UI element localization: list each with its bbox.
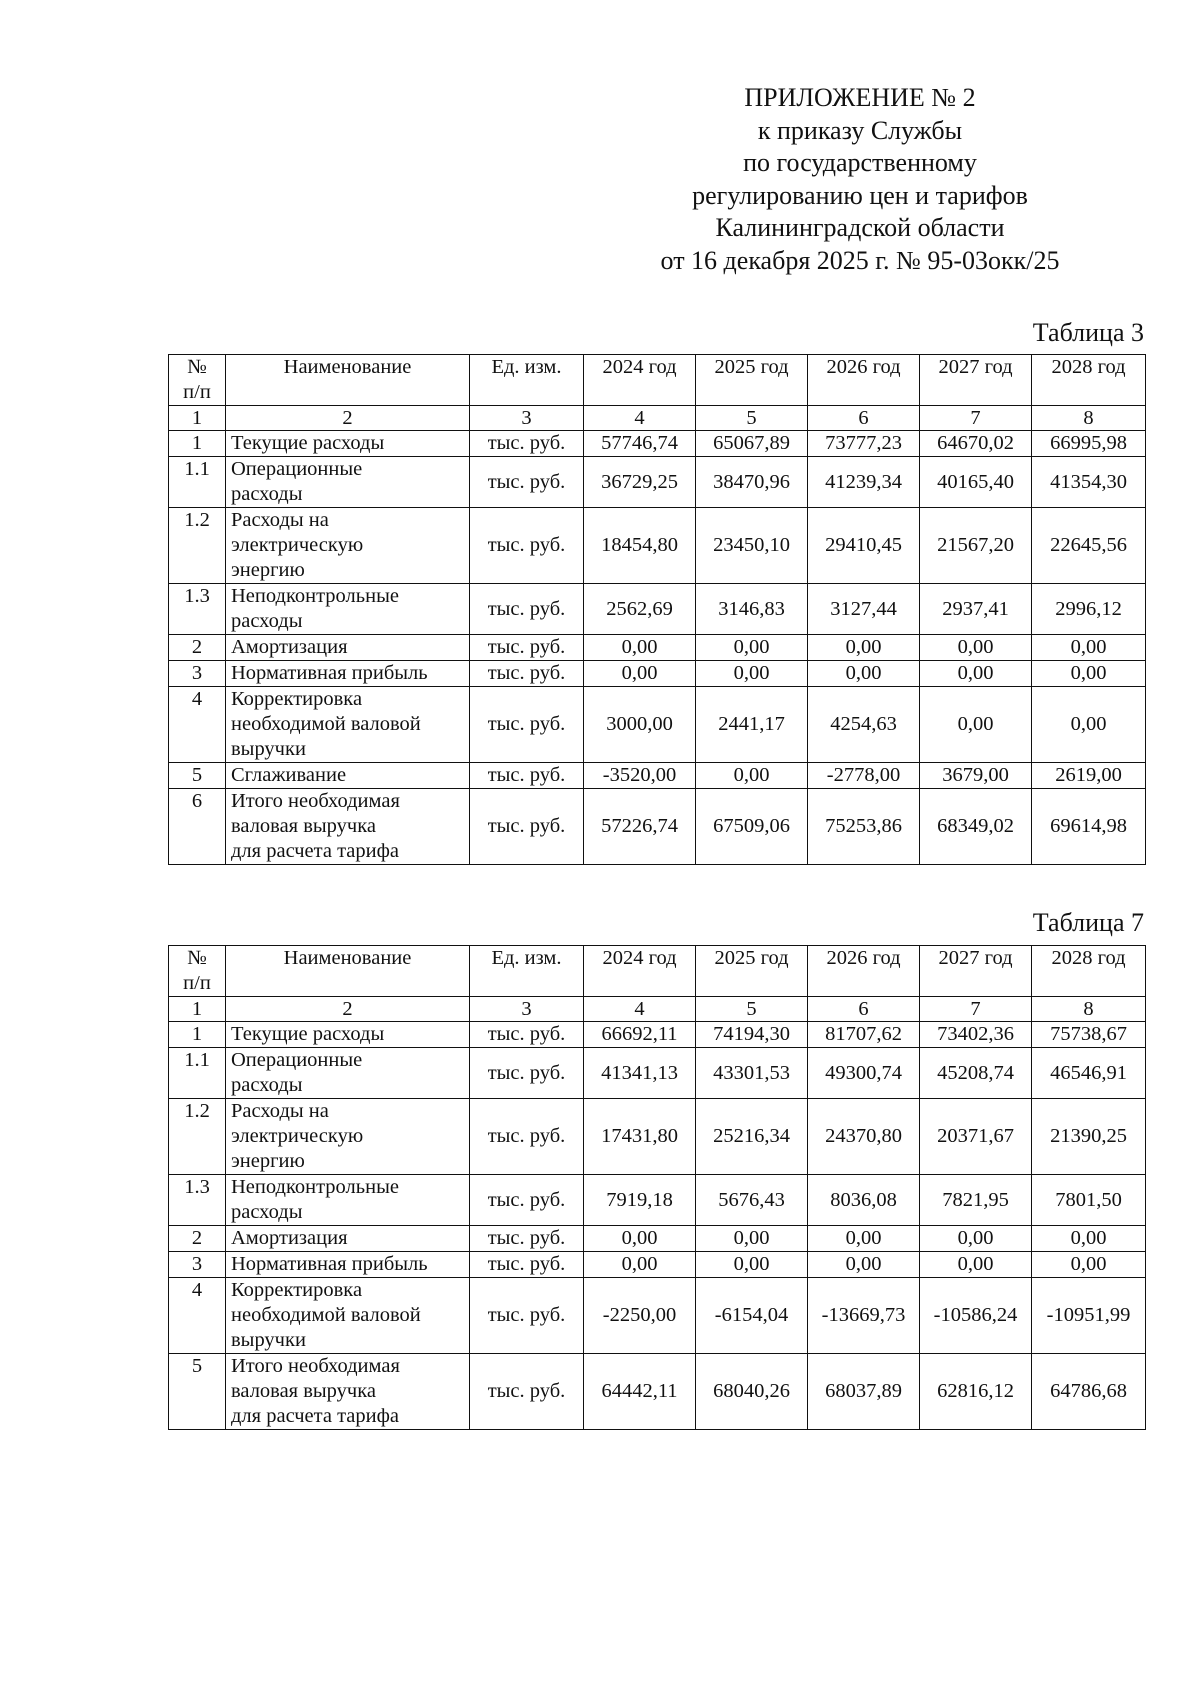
table-row xyxy=(169,763,1146,789)
row-value: 41341,13 xyxy=(584,1048,696,1099)
row-value: 2562,69 xyxy=(584,584,696,635)
row-value: 2937,41 xyxy=(920,584,1032,635)
row-unit: тыс. руб. xyxy=(470,1175,584,1226)
row-name: Корректировка необходимой валовой выручки xyxy=(226,1278,470,1354)
row-value: 0,00 xyxy=(1032,1226,1146,1252)
table-row xyxy=(169,1099,1146,1175)
row-value: 24370,80 xyxy=(808,1099,920,1175)
row-value: 38470,96 xyxy=(696,457,808,508)
column-header: Наименование xyxy=(226,355,470,406)
row-number: 4 xyxy=(169,1278,226,1354)
row-value: 2441,17 xyxy=(696,687,808,763)
row-name: Сглаживание xyxy=(226,763,470,789)
row-number: 1.2 xyxy=(169,508,226,584)
column-header: Ед. изм. xyxy=(470,355,584,406)
row-value: 49300,74 xyxy=(808,1048,920,1099)
row-name: Неподконтрольные расходы xyxy=(226,584,470,635)
row-value: 73402,36 xyxy=(920,1022,1032,1048)
row-name: Нормативная прибыль xyxy=(226,661,470,687)
row-name: Неподконтрольные расходы xyxy=(226,1175,470,1226)
row-unit: тыс. руб. xyxy=(470,1354,584,1430)
row-value: 75738,67 xyxy=(1032,1022,1146,1048)
header-line-6: от 16 декабря 2025 г. № 95-03окк/25 xyxy=(660,245,1060,275)
row-value: 21567,20 xyxy=(920,508,1032,584)
row-value: -2778,00 xyxy=(808,763,920,789)
row-value: -10586,24 xyxy=(920,1278,1032,1354)
header-line-5: Калининградской области xyxy=(715,213,1005,242)
table-3-caption: Таблица 3 xyxy=(1032,318,1144,347)
row-value: 18454,80 xyxy=(584,508,696,584)
row-value: 45208,74 xyxy=(920,1048,1032,1099)
row-name: Текущие расходы xyxy=(226,1022,470,1048)
row-number: 1.2 xyxy=(169,1099,226,1175)
row-value: 7821,95 xyxy=(920,1175,1032,1226)
row-value: 74194,30 xyxy=(696,1022,808,1048)
row-value: 25216,34 xyxy=(696,1099,808,1175)
document-header xyxy=(640,82,1080,277)
row-unit: тыс. руб. xyxy=(470,1099,584,1175)
row-unit: тыс. руб. xyxy=(470,687,584,763)
column-index: 7 xyxy=(920,406,1032,431)
row-value: 20371,67 xyxy=(920,1099,1032,1175)
row-value: 65067,89 xyxy=(696,431,808,457)
row-value: 0,00 xyxy=(1032,687,1146,763)
row-value: 0,00 xyxy=(808,1252,920,1278)
row-number: 3 xyxy=(169,661,226,687)
row-unit: тыс. руб. xyxy=(470,431,584,457)
column-index: 6 xyxy=(808,406,920,431)
row-name: Текущие расходы xyxy=(226,431,470,457)
row-value: 0,00 xyxy=(584,635,696,661)
row-unit: тыс. руб. xyxy=(470,1022,584,1048)
column-index: 2 xyxy=(226,997,470,1022)
row-value: 7919,18 xyxy=(584,1175,696,1226)
column-index: 3 xyxy=(470,406,584,431)
row-value: 0,00 xyxy=(696,1252,808,1278)
row-value: 0,00 xyxy=(808,661,920,687)
row-value: 81707,62 xyxy=(808,1022,920,1048)
table-3-body xyxy=(169,355,1146,865)
table-row xyxy=(169,1175,1146,1226)
row-value: 0,00 xyxy=(920,1252,1032,1278)
column-header: 2026 год xyxy=(808,355,920,406)
row-value: 0,00 xyxy=(584,1252,696,1278)
row-unit: тыс. руб. xyxy=(470,457,584,508)
row-value: 69614,98 xyxy=(1032,789,1146,865)
row-value: 0,00 xyxy=(808,635,920,661)
table-7-body xyxy=(169,946,1146,1430)
table-7 xyxy=(168,945,1146,1430)
row-number: 2 xyxy=(169,635,226,661)
row-value: 64670,02 xyxy=(920,431,1032,457)
column-header: 2024 год xyxy=(584,355,696,406)
row-unit: тыс. руб. xyxy=(470,763,584,789)
column-index: 8 xyxy=(1032,997,1146,1022)
row-name: Расходы на электрическую энергию xyxy=(226,508,470,584)
row-unit: тыс. руб. xyxy=(470,1278,584,1354)
row-value: 64442,11 xyxy=(584,1354,696,1430)
row-value: 68040,26 xyxy=(696,1354,808,1430)
table-row xyxy=(169,789,1146,865)
row-value: 2996,12 xyxy=(1032,584,1146,635)
row-value: 3679,00 xyxy=(920,763,1032,789)
row-number: 2 xyxy=(169,1226,226,1252)
header-row xyxy=(169,355,1146,406)
row-value: 22645,56 xyxy=(1032,508,1146,584)
header-line-title: ПРИЛОЖЕНИЕ № 2 xyxy=(744,83,976,112)
row-value: 68349,02 xyxy=(920,789,1032,865)
row-name: Операционные расходы xyxy=(226,1048,470,1099)
table-row xyxy=(169,1252,1146,1278)
row-number: 1.3 xyxy=(169,1175,226,1226)
column-header: 2024 год xyxy=(584,946,696,997)
column-index: 4 xyxy=(584,997,696,1022)
table-row xyxy=(169,584,1146,635)
row-number: 1.3 xyxy=(169,584,226,635)
row-number: 1 xyxy=(169,1022,226,1048)
table-row xyxy=(169,431,1146,457)
row-name: Амортизация xyxy=(226,1226,470,1252)
row-value: 3000,00 xyxy=(584,687,696,763)
column-header: № п/п xyxy=(169,946,226,997)
row-value: 64786,68 xyxy=(1032,1354,1146,1430)
row-name: Операционные расходы xyxy=(226,457,470,508)
column-index: 5 xyxy=(696,997,808,1022)
row-value: 66692,11 xyxy=(584,1022,696,1048)
row-unit: тыс. руб. xyxy=(470,635,584,661)
row-value: 23450,10 xyxy=(696,508,808,584)
row-value: 0,00 xyxy=(584,1226,696,1252)
column-index: 8 xyxy=(1032,406,1146,431)
table-row xyxy=(169,1022,1146,1048)
column-index: 1 xyxy=(169,997,226,1022)
column-header: 2026 год xyxy=(808,946,920,997)
row-value: 2619,00 xyxy=(1032,763,1146,789)
row-unit: тыс. руб. xyxy=(470,1226,584,1252)
column-index: 3 xyxy=(470,997,584,1022)
row-value: 21390,25 xyxy=(1032,1099,1146,1175)
column-header: 2025 год xyxy=(696,355,808,406)
row-name: Итого необходимая валовая выручка для расчета тарифа xyxy=(226,789,470,865)
row-value: 46546,91 xyxy=(1032,1048,1146,1099)
column-header: № п/п xyxy=(169,355,226,406)
column-index: 5 xyxy=(696,406,808,431)
column-index: 4 xyxy=(584,406,696,431)
row-name: Нормативная прибыль xyxy=(226,1252,470,1278)
row-value: 0,00 xyxy=(584,661,696,687)
table-row xyxy=(169,661,1146,687)
row-value: 68037,89 xyxy=(808,1354,920,1430)
row-name: Амортизация xyxy=(226,635,470,661)
column-header: Наименование xyxy=(226,946,470,997)
row-value: 0,00 xyxy=(920,1226,1032,1252)
row-value: 62816,12 xyxy=(920,1354,1032,1430)
row-value: 0,00 xyxy=(920,635,1032,661)
row-value: 41239,34 xyxy=(808,457,920,508)
column-header: 2025 год xyxy=(696,946,808,997)
row-value: -13669,73 xyxy=(808,1278,920,1354)
row-value: 41354,30 xyxy=(1032,457,1146,508)
table-row xyxy=(169,1048,1146,1099)
row-value: 29410,45 xyxy=(808,508,920,584)
row-value: 17431,80 xyxy=(584,1099,696,1175)
table-row xyxy=(169,687,1146,763)
column-index: 6 xyxy=(808,997,920,1022)
column-index-row xyxy=(169,997,1146,1022)
table-row xyxy=(169,457,1146,508)
row-value: -6154,04 xyxy=(696,1278,808,1354)
column-index: 1 xyxy=(169,406,226,431)
row-value: 4254,63 xyxy=(808,687,920,763)
row-value: 0,00 xyxy=(1032,1252,1146,1278)
column-index-row xyxy=(169,406,1146,431)
row-value: 40165,40 xyxy=(920,457,1032,508)
row-unit: тыс. руб. xyxy=(470,508,584,584)
row-unit: тыс. руб. xyxy=(470,661,584,687)
table-row xyxy=(169,508,1146,584)
row-value: 73777,23 xyxy=(808,431,920,457)
header-line-4: регулированию цен и тарифов xyxy=(692,180,1028,210)
row-value: 67509,06 xyxy=(696,789,808,865)
row-value: 8036,08 xyxy=(808,1175,920,1226)
row-value: 57746,74 xyxy=(584,431,696,457)
row-value: 5676,43 xyxy=(696,1175,808,1226)
row-number: 1 xyxy=(169,431,226,457)
row-value: 0,00 xyxy=(920,687,1032,763)
table-row xyxy=(169,635,1146,661)
row-name: Корректировка необходимой валовой выручки xyxy=(226,687,470,763)
row-value: 0,00 xyxy=(920,661,1032,687)
row-unit: тыс. руб. xyxy=(470,1048,584,1099)
row-value: 3146,83 xyxy=(696,584,808,635)
column-header: 2027 год xyxy=(920,946,1032,997)
table-3 xyxy=(168,354,1146,865)
row-value: 0,00 xyxy=(1032,661,1146,687)
row-value: 0,00 xyxy=(696,1226,808,1252)
row-value: 0,00 xyxy=(696,635,808,661)
table-row xyxy=(169,1278,1146,1354)
column-index: 7 xyxy=(920,997,1032,1022)
column-index: 2 xyxy=(226,406,470,431)
column-header: 2028 год xyxy=(1032,946,1146,997)
row-value: 0,00 xyxy=(696,661,808,687)
row-value: 0,00 xyxy=(1032,635,1146,661)
row-value: 66995,98 xyxy=(1032,431,1146,457)
column-header: 2027 год xyxy=(920,355,1032,406)
row-number: 5 xyxy=(169,763,226,789)
row-number: 1.1 xyxy=(169,457,226,508)
header-row xyxy=(169,946,1146,997)
row-value: 7801,50 xyxy=(1032,1175,1146,1226)
table-row xyxy=(169,1354,1146,1430)
row-value: -2250,00 xyxy=(584,1278,696,1354)
row-number: 1.1 xyxy=(169,1048,226,1099)
header-line-2: к приказу Службы xyxy=(757,115,963,145)
row-number: 4 xyxy=(169,687,226,763)
column-header: 2028 год xyxy=(1032,355,1146,406)
row-value: 57226,74 xyxy=(584,789,696,865)
row-value: -10951,99 xyxy=(1032,1278,1146,1354)
header-line-3: по государственному xyxy=(743,148,977,177)
row-value: 3127,44 xyxy=(808,584,920,635)
row-value: 0,00 xyxy=(808,1226,920,1252)
row-value: 43301,53 xyxy=(696,1048,808,1099)
row-unit: тыс. руб. xyxy=(470,584,584,635)
row-number: 5 xyxy=(169,1354,226,1430)
row-number: 6 xyxy=(169,789,226,865)
table-row xyxy=(169,1226,1146,1252)
row-name: Итого необходимая валовая выручка для расчета тарифа xyxy=(226,1354,470,1430)
table-7-caption: Таблица 7 xyxy=(1032,908,1144,937)
row-name: Расходы на электрическую энергию xyxy=(226,1099,470,1175)
row-value: 0,00 xyxy=(696,763,808,789)
row-unit: тыс. руб. xyxy=(470,1252,584,1278)
row-value: 36729,25 xyxy=(584,457,696,508)
row-number: 3 xyxy=(169,1252,226,1278)
row-value: 75253,86 xyxy=(808,789,920,865)
row-value: -3520,00 xyxy=(584,763,696,789)
row-unit: тыс. руб. xyxy=(470,789,584,865)
column-header: Ед. изм. xyxy=(470,946,584,997)
